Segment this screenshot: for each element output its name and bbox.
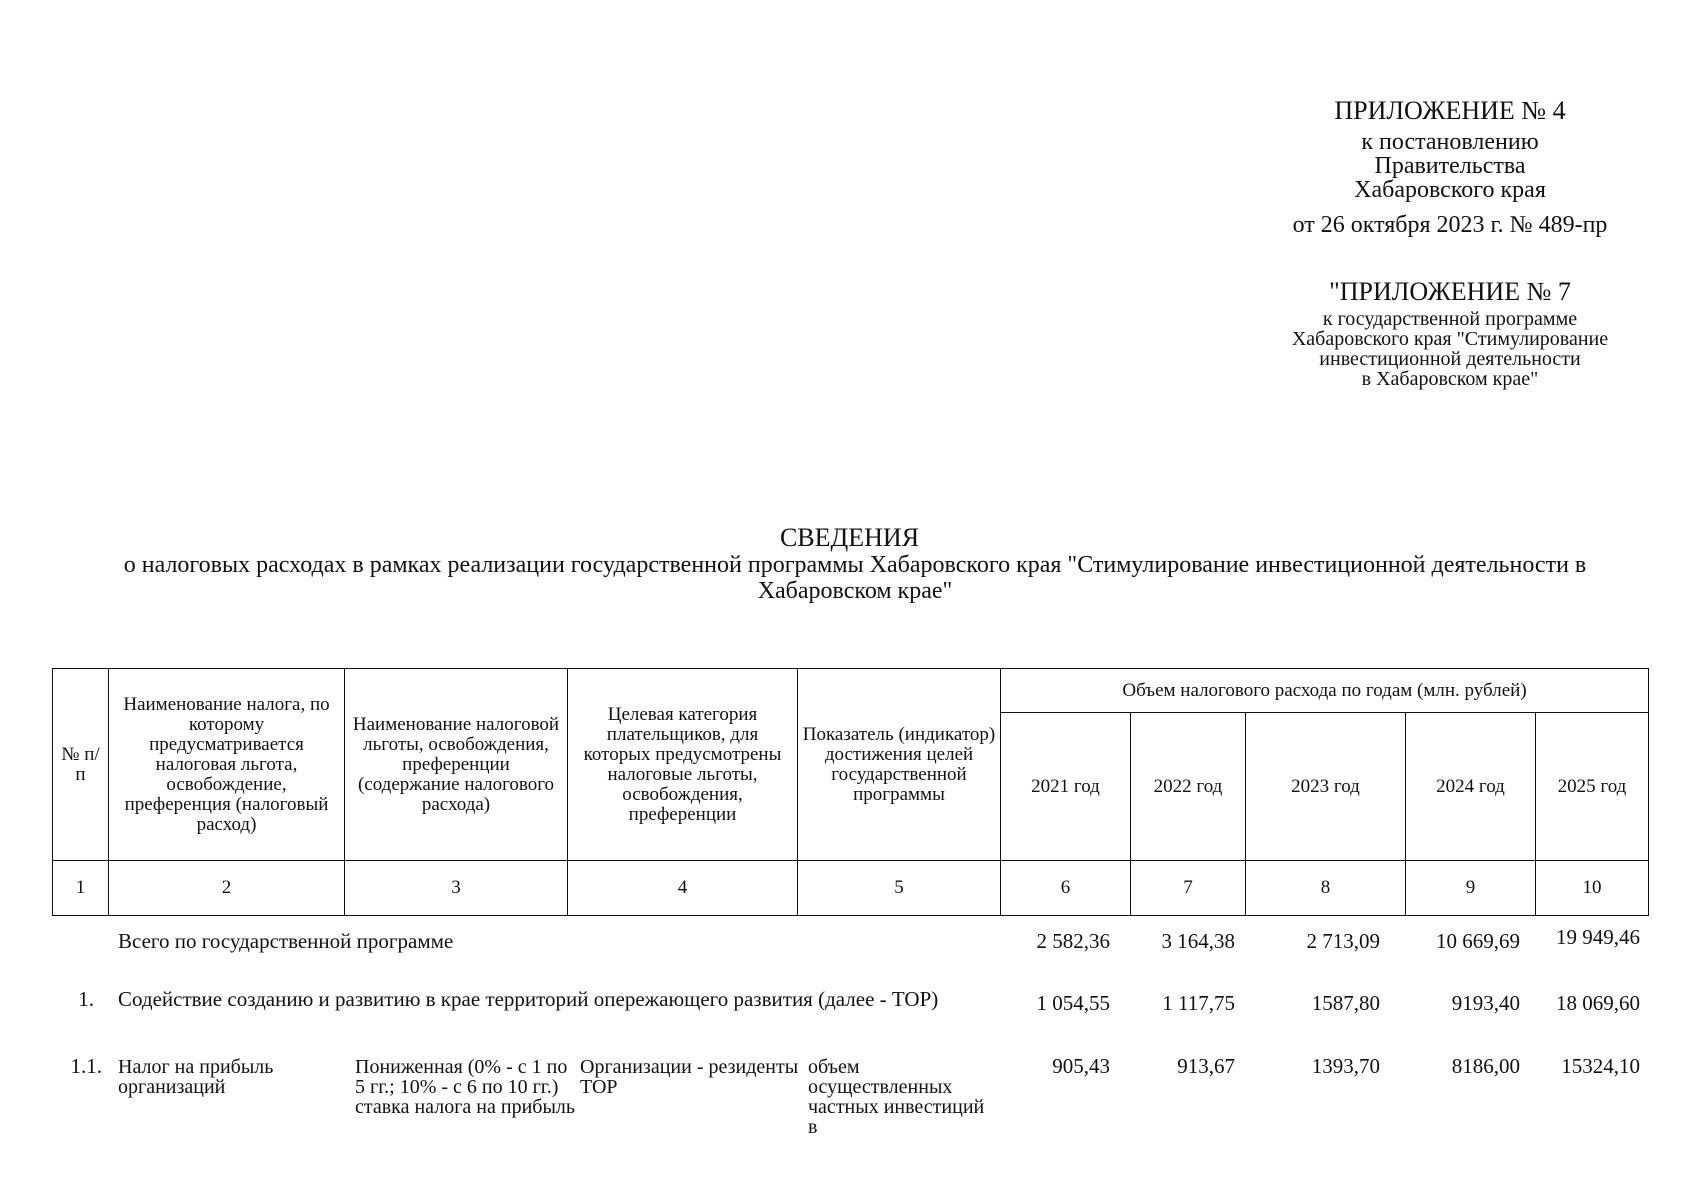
header-year: 2024 год [1406, 713, 1536, 861]
total-value: 2 582,36 [1036, 929, 1110, 953]
appendix-4-title: ПРИЛОЖЕНИЕ № 4 [1334, 96, 1566, 125]
column-number: 10 [1536, 861, 1649, 916]
document-subtitle: о налоговых расходах в рамках реализации государственной программы Хабаровского края "Стимулирование инвестиционной деятельности в Хабаровском крае" [123, 552, 1587, 604]
row-1-value: 18 069,60 [1556, 991, 1640, 1015]
appendix-7-line: в Хабаровском крае" [1361, 368, 1539, 390]
header-year: 2021 год [1001, 713, 1131, 861]
column-number: 2 [109, 861, 345, 916]
appendix-7-line: к государственной программе [1322, 308, 1578, 330]
row-1-value: 1 054,55 [1036, 991, 1110, 1015]
row-1-1-num: 1.1. [70, 1054, 102, 1078]
row-1-1-value: 905,43 [1052, 1054, 1110, 1078]
column-number: 8 [1246, 861, 1406, 916]
row-1-value: 1 117,75 [1162, 991, 1235, 1015]
total-row-label: Всего по государственной программе [118, 929, 454, 953]
header-target-category: Целевая категория плательщиков, для которых предусмотрены налоговые льготы, освобождения, преференции [568, 669, 798, 861]
total-value: 10 669,69 [1436, 929, 1520, 953]
header-year: 2022 год [1131, 713, 1246, 861]
row-1-1-value: 1393,70 [1311, 1054, 1380, 1078]
appendix-7-block [1230, 277, 1670, 389]
header-year: 2025 год [1536, 713, 1649, 861]
header-tax-name: Наименование налога, по которому предусматривается налоговая льгота, освобождение, преференция (налоговый расход) [109, 669, 345, 861]
appendix-7-line: Хабаровского края "Стимулирование [1291, 328, 1609, 350]
appendix-4-block [1230, 96, 1670, 240]
column-number: 7 [1131, 861, 1246, 916]
row-1-1-value: 913,67 [1177, 1054, 1235, 1078]
row-1-label: Содействие созданию и развитию в крае территорий опережающего развития (далее - ТОР) [118, 987, 939, 1011]
row-1-num: 1. [78, 987, 94, 1011]
total-value: 3 164,38 [1161, 929, 1235, 953]
tax-expenditure-table [52, 668, 1649, 916]
total-value: 19 949,46 [1556, 925, 1640, 949]
column-number: 6 [1001, 861, 1131, 916]
appendix-4-line: Хабаровского края [1354, 177, 1546, 203]
column-number: 5 [798, 861, 1001, 916]
header-num: № п/п [53, 669, 109, 861]
column-number: 9 [1406, 861, 1536, 916]
appendix-4-line: Правительства [1374, 153, 1526, 179]
row-1-1-target: Организации - резиденты ТОР [580, 1056, 799, 1098]
row-1-1-benefit: Пониженная (0% - с 1 по 5 гг.; 10% - с 6 по 10 гг.) ставка налога на прибыль [355, 1056, 575, 1118]
header-indicator: Показатель (индикатор) достижения целей государственной программы [798, 669, 1001, 861]
column-number: 3 [345, 861, 568, 916]
row-1-1-value: 15324,10 [1561, 1054, 1640, 1078]
document-title: СВЕДЕНИЯ [779, 523, 920, 552]
appendix-4-line: к постановлению [1361, 129, 1539, 155]
appendix-7-title: "ПРИЛОЖЕНИЕ № 7 [1329, 277, 1571, 306]
column-number: 1 [53, 861, 109, 916]
row-1-value: 9193,40 [1451, 991, 1520, 1015]
row-1-1-indicator: объем осуществленных частных инвестиций в [808, 1056, 985, 1138]
row-1-1-tax: Налог на прибыль организаций [118, 1056, 274, 1098]
appendix-7-line: инвестиционной деятельности [1319, 348, 1581, 370]
header-benefit-name: Наименование налоговой льготы, освобождения, преференции (содержание налогового расхода) [345, 669, 568, 861]
column-number: 4 [568, 861, 798, 916]
row-1-value: 1587,80 [1311, 991, 1380, 1015]
row-1-1-value: 8186,00 [1451, 1054, 1520, 1078]
header-volume-group: Объем налогового расхода по годам (млн. рублей) [1001, 669, 1649, 713]
total-value: 2 713,09 [1306, 929, 1380, 953]
header-year: 2023 год [1246, 713, 1406, 861]
appendix-4-date: от 26 октября 2023 г. № 489-пр [1292, 212, 1608, 238]
